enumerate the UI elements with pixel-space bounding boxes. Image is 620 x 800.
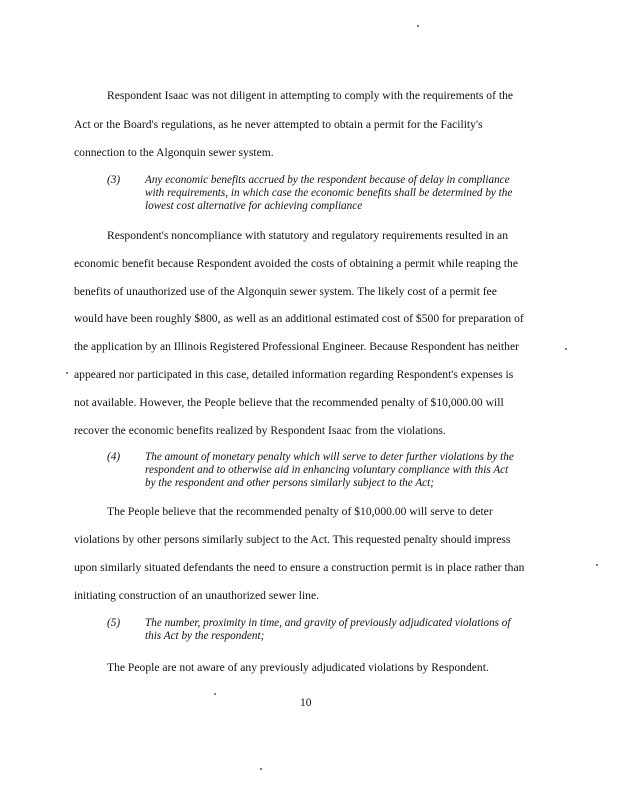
paragraph-4-line-1: The People are not aware of any previously adjudicated violations by Respondent. (107, 661, 489, 674)
factor-4-line-1 (107, 451, 514, 464)
factor-4-text-1: The amount of monetary penalty which will serve to deter further violations by the (145, 451, 514, 463)
scan-speck (66, 372, 68, 374)
scan-speck (260, 768, 262, 770)
factor-3-line-2: with requirements, in which case the economic benefits shall be determined by the (145, 187, 513, 199)
scan-speck (214, 693, 216, 695)
paragraph-2-line-5: the application by an Illinois Registered Professional Engineer. Because Respondent has neither (74, 340, 519, 353)
paragraph-2-line-3: benefits of unauthorized use of the Algonquin sewer system. The likely cost of a permit fee (74, 285, 497, 298)
paragraph-1-line-3: connection to the Algonquin sewer system. (74, 146, 274, 159)
paragraph-2-line-4: would have been roughly $800, as well as an additional estimated cost of $500 for preparation of (74, 312, 524, 325)
factor-3-number: (3) (107, 174, 121, 186)
paragraph-2-line-8: recover the economic benefits realized by Respondent Isaac from the violations. (74, 424, 446, 437)
paragraph-2-line-1: Respondent's noncompliance with statutory and regulatory requirements resulted in an (107, 229, 509, 242)
paragraph-3-line-2: violations by other persons similarly subject to the Act. This requested penalty should impress (74, 533, 511, 546)
factor-5-line-2: this Act by the respondent; (145, 630, 265, 642)
paragraph-1-line-1: Respondent Isaac was not diligent in attempting to comply with the requirements of the (107, 89, 514, 102)
factor-4-line-2: respondent and to otherwise aid in enhancing voluntary compliance with this Act (145, 464, 509, 476)
factor-4-number: (4) (107, 451, 121, 463)
paragraph-3-line-4: initiating construction of an unauthorized sewer line. (74, 589, 320, 602)
scan-speck (417, 25, 419, 27)
page-number: 10 (300, 696, 312, 709)
paragraph-2-line-2: economic benefit because Respondent avoided the costs of obtaining a permit while reaping the (74, 257, 518, 270)
factor-3-text-1: Any economic benefits accrued by the respondent because of delay in compliance (145, 174, 510, 186)
paragraph-3-line-3: upon similarly situated defendants the need to ensure a construction permit is in place rather than (74, 561, 525, 574)
factor-4-line-3: by the respondent and other persons similarly subject to the Act; (145, 477, 434, 489)
factor-5-text-1: The number, proximity in time, and gravity of previously adjudicated violations of (145, 617, 511, 629)
factor-3-line-1 (107, 174, 510, 187)
paragraph-3-line-1: The People believe that the recommended penalty of $10,000.00 will serve to deter (107, 505, 493, 518)
paragraph-1-line-2: Act or the Board's regulations, as he never attempted to obtain a permit for the Facility's (74, 118, 483, 131)
paragraph-2-line-7: not available. However, the People believe that the recommended penalty of $10,000.00 will (74, 396, 504, 409)
factor-5-line-1 (107, 617, 511, 630)
scan-speck (596, 564, 598, 566)
factor-5-number: (5) (107, 617, 121, 629)
scan-speck (565, 348, 567, 350)
factor-3-line-3: lowest cost alternative for achieving compliance (145, 200, 363, 212)
paragraph-2-line-6: appeared nor participated in this case, detailed information regarding Respondent's expenses is (74, 368, 514, 381)
